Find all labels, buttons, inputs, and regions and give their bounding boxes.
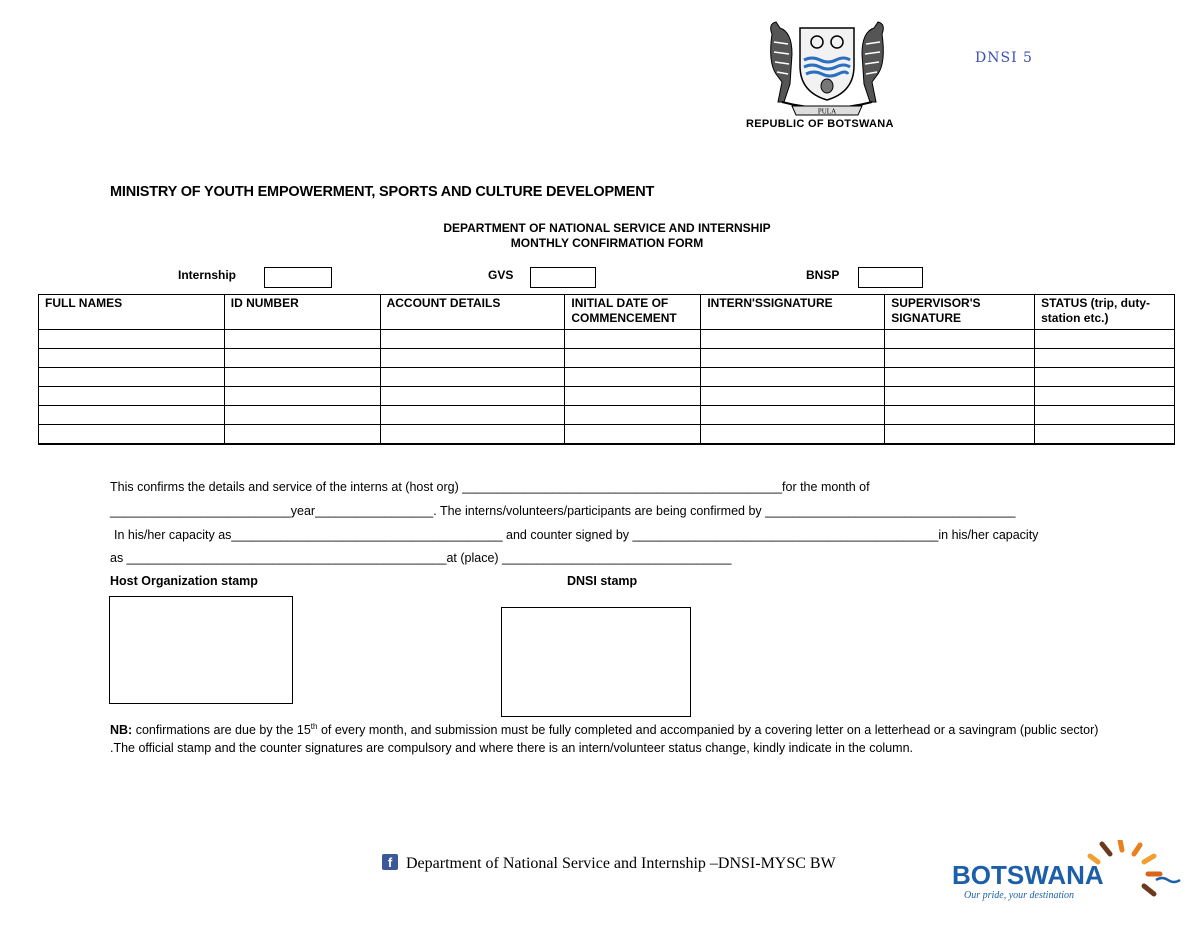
table-cell[interactable] [565, 368, 701, 387]
column-header-commencement-date: INITIAL DATE OF COMMENCEMENT [565, 295, 701, 330]
table-cell[interactable] [701, 387, 885, 406]
table-cell[interactable] [1035, 330, 1175, 349]
submission-note [110, 718, 1120, 757]
intern-confirmation-table [38, 294, 1175, 445]
table-cell[interactable] [380, 368, 565, 387]
table-cell[interactable] [224, 406, 380, 425]
confirmation-line-1: This confirms the details and service of the interns at (host org) ______________________________________________for the month of [110, 480, 870, 494]
table-cell[interactable] [701, 330, 885, 349]
column-header-account-details: ACCOUNT DETAILS [380, 295, 565, 330]
ministry-title: MINISTRY OF YOUTH EMPOWERMENT, SPORTS AND CULTURE DEVELOPMENT [110, 184, 655, 200]
dnsi-stamp-box [501, 607, 691, 717]
motto-text: PULA [817, 107, 837, 116]
confirmation-line-2: __________________________year_________________. The interns/volunteers/participants are being confirmed by ____________________________________ [110, 504, 1016, 518]
table-row [39, 368, 1175, 387]
table-row [39, 406, 1175, 425]
table-cell[interactable] [565, 387, 701, 406]
table-cell[interactable] [380, 387, 565, 406]
table-cell[interactable] [380, 349, 565, 368]
column-header-status: STATUS (trip, duty-station etc.) [1035, 295, 1175, 330]
category-box-gvs[interactable] [530, 267, 596, 288]
table-cell[interactable] [701, 425, 885, 445]
note-label: NB: [110, 723, 133, 738]
botswana-tourism-logo [950, 840, 1190, 906]
table-cell[interactable] [39, 368, 225, 387]
table-cell[interactable] [224, 349, 380, 368]
table-cell[interactable] [885, 349, 1035, 368]
table-cell[interactable] [885, 425, 1035, 445]
confirmation-line-3: In his/her capacity as_______________________________________ and counter signed by ____________________________________________in his/her capacity [114, 528, 1039, 542]
coat-of-arms-emblem [762, 14, 892, 118]
category-box-internship[interactable] [264, 267, 332, 288]
host-stamp-label: Host Organization stamp [110, 574, 258, 588]
table-header-row [39, 295, 1175, 330]
table-cell[interactable] [224, 387, 380, 406]
table-cell[interactable] [380, 425, 565, 445]
table-cell[interactable] [380, 330, 565, 349]
department-heading [0, 221, 1200, 251]
table-cell[interactable] [1035, 349, 1175, 368]
note-text-start: confirmations are due by the 15 [132, 723, 311, 738]
category-label-bnsp: BNSP [806, 268, 840, 282]
table-cell[interactable] [224, 330, 380, 349]
column-header-supervisor-signature: SUPERVISOR'S SIGNATURE [885, 295, 1035, 330]
footer-text: Department of National Service and Internship –DNSI-MYSC BW [406, 855, 836, 872]
table-cell[interactable] [1035, 406, 1175, 425]
table-cell[interactable] [565, 330, 701, 349]
column-header-intern-signature: INTERN'SSIGNATURE [701, 295, 885, 330]
table-cell[interactable] [39, 406, 225, 425]
table-row [39, 349, 1175, 368]
brand-logo-text: BOTSWANA [952, 860, 1104, 890]
table-cell[interactable] [1035, 368, 1175, 387]
form-title: MONTHLY CONFIRMATION FORM [510, 236, 704, 250]
form-code: DNSI 5 [975, 50, 1033, 66]
column-header-full-names: FULL NAMES [39, 295, 225, 330]
table-row [39, 425, 1175, 445]
table-cell[interactable] [224, 425, 380, 445]
category-label-gvs: GVS [488, 268, 514, 282]
table-cell[interactable] [1035, 425, 1175, 445]
host-stamp-box [109, 596, 293, 704]
table-cell[interactable] [380, 406, 565, 425]
facebook-icon: f [382, 854, 398, 870]
table-cell[interactable] [885, 330, 1035, 349]
table-cell[interactable] [565, 406, 701, 425]
table-cell[interactable] [39, 425, 225, 445]
table-cell[interactable] [39, 330, 225, 349]
note-text-end: of every month, and submission must be fully completed and accompanied by a covering letter on a letterhead or a savingram (public sector) .The official stamp and the counter signatures are compulsory and where there is an intern/volunteer status change, kindly indicate in the column. [110, 723, 1099, 756]
category-label-internship: Internship [178, 268, 237, 282]
table-cell[interactable] [885, 387, 1035, 406]
table-cell[interactable] [224, 368, 380, 387]
table-row [39, 387, 1175, 406]
table-cell[interactable] [885, 406, 1035, 425]
table-cell[interactable] [39, 387, 225, 406]
table-cell[interactable] [701, 368, 885, 387]
table-cell[interactable] [565, 425, 701, 445]
table-cell[interactable] [39, 349, 225, 368]
department-name: DEPARTMENT OF NATIONAL SERVICE AND INTERNSHIP [443, 221, 771, 235]
table-cell[interactable] [701, 406, 885, 425]
table-cell[interactable] [701, 349, 885, 368]
category-box-bnsp[interactable] [858, 267, 923, 288]
note-superscript: th [310, 722, 318, 731]
table-cell[interactable] [885, 368, 1035, 387]
footer-facebook-line [382, 854, 836, 873]
table-row [39, 330, 1175, 349]
confirmation-line-4: as ______________________________________________at (place) _________________________________ [110, 551, 732, 565]
dnsi-stamp-label: DNSI stamp [567, 574, 638, 588]
republic-label: REPUBLIC OF BOTSWANA [746, 118, 894, 130]
table-cell[interactable] [1035, 387, 1175, 406]
table-cell[interactable] [565, 349, 701, 368]
column-header-id-number: ID NUMBER [224, 295, 380, 330]
brand-tagline: Our pride, your destination [964, 890, 1074, 901]
